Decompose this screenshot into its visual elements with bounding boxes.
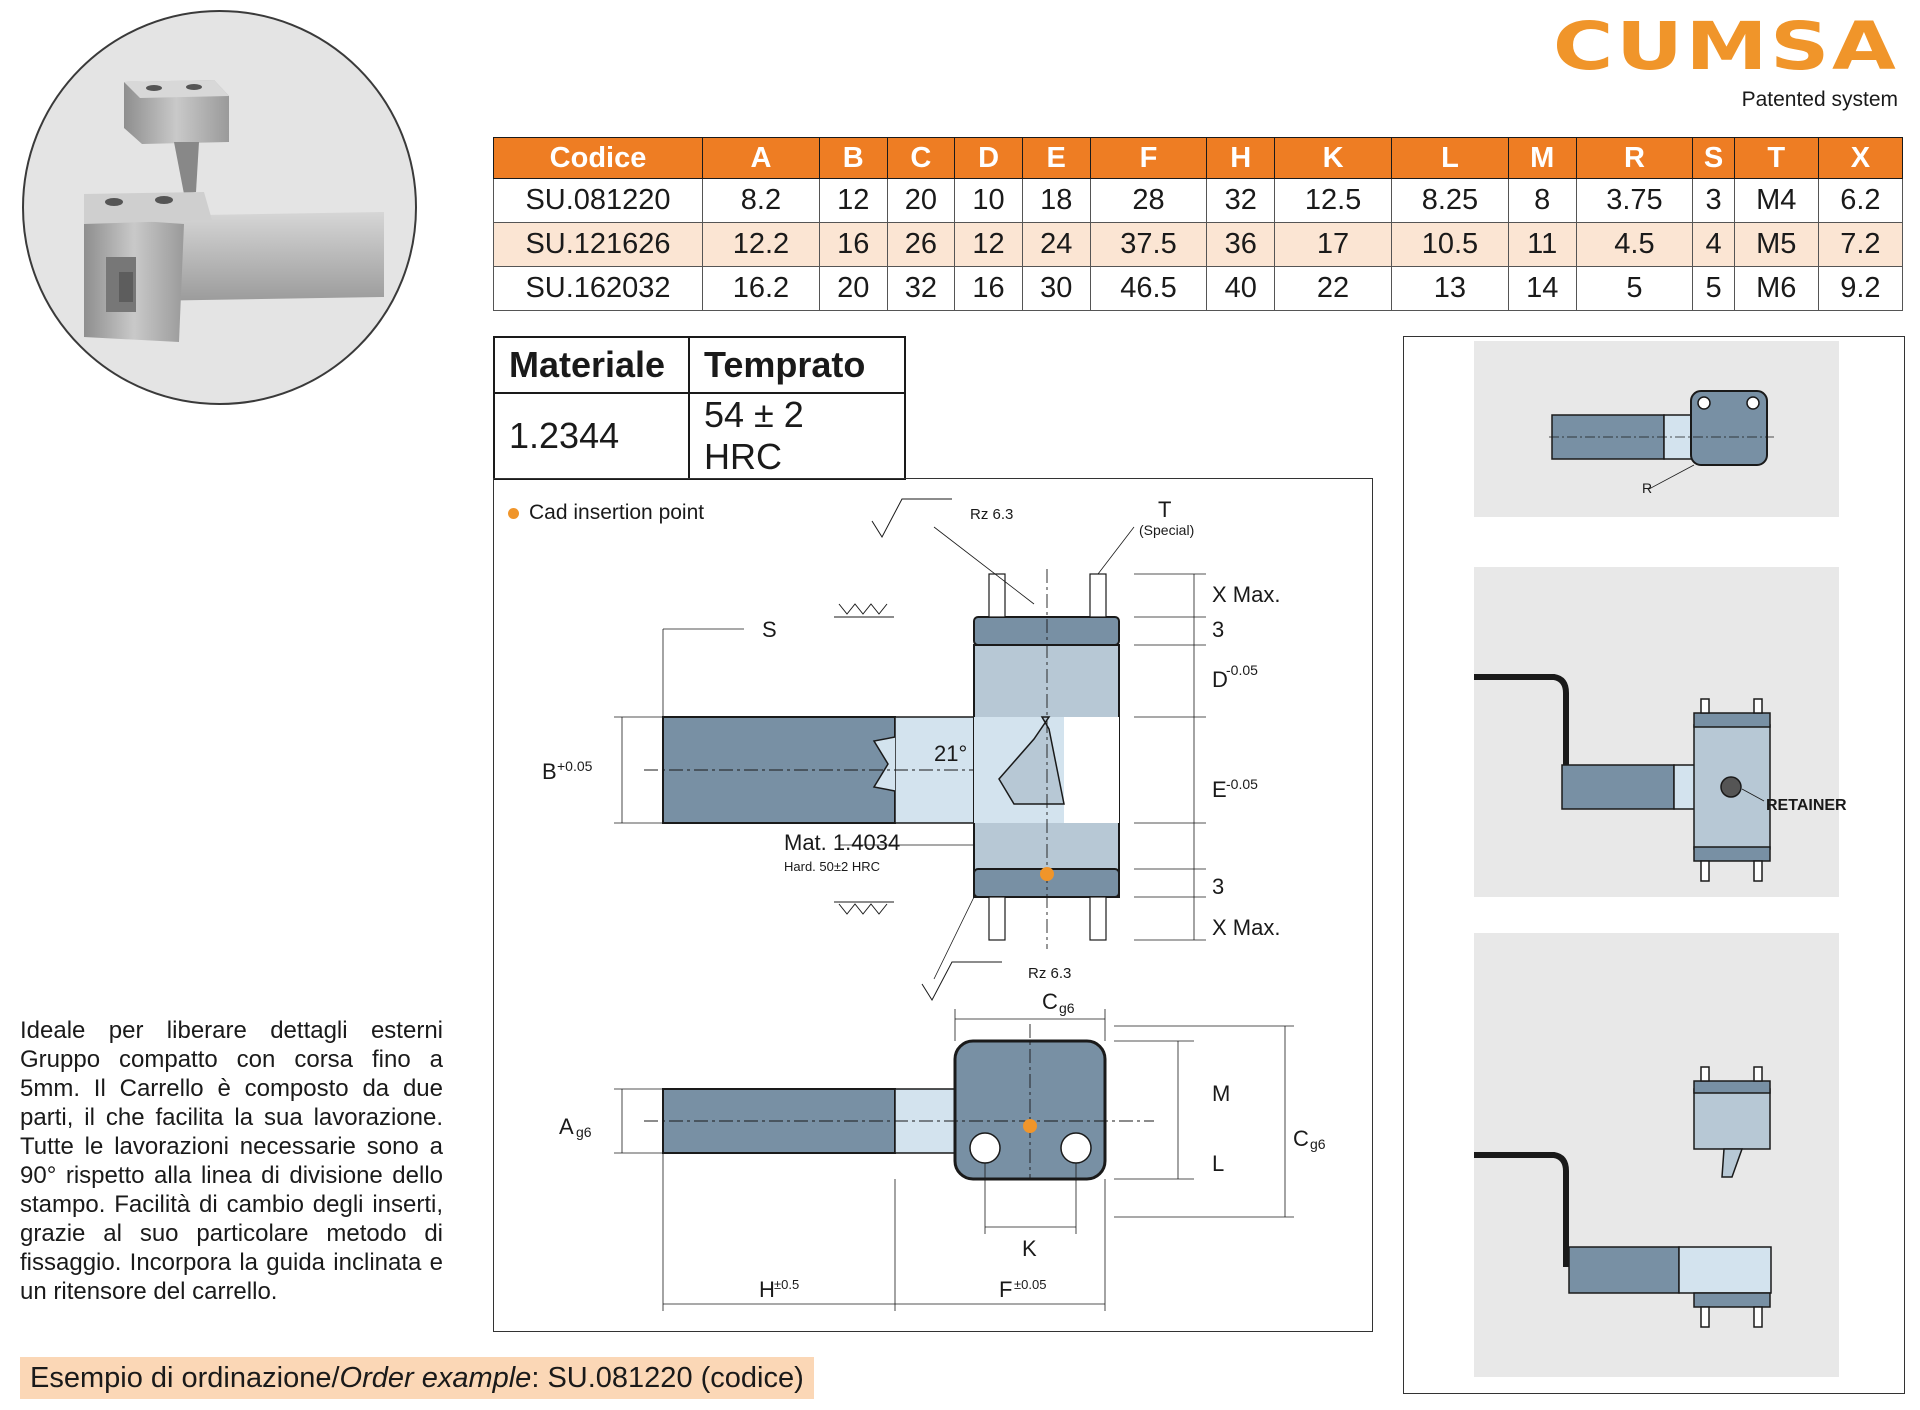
- table-cell: 5: [1576, 267, 1693, 311]
- logo-text: CUMSA: [1552, 8, 1898, 85]
- table-cell: 13: [1391, 267, 1508, 311]
- three-bottom-label: 3: [1212, 874, 1225, 899]
- column-header: B: [819, 138, 887, 179]
- table-cell: 4.5: [1576, 223, 1693, 267]
- table-cell: 8: [1508, 179, 1576, 223]
- table-cell: 3: [1693, 179, 1734, 223]
- table-cell: 32: [887, 267, 955, 311]
- table-cell: 40: [1207, 267, 1275, 311]
- column-header: L: [1391, 138, 1508, 179]
- table-cell: 37.5: [1090, 223, 1207, 267]
- product-photo: [22, 10, 417, 405]
- table-cell: 46.5: [1090, 267, 1207, 311]
- table-cell: M6: [1734, 267, 1818, 311]
- order-separator: :: [531, 1362, 548, 1394]
- table-cell: SU.081220: [494, 179, 703, 223]
- column-header: R: [1576, 138, 1693, 179]
- order-label: Esempio di ordinazione/: [30, 1362, 340, 1394]
- column-header: S: [1693, 138, 1734, 179]
- table-cell: 16: [819, 223, 887, 267]
- s-label: S: [762, 617, 777, 642]
- x-max-top-label: X Max.: [1212, 582, 1281, 607]
- table-cell: 28: [1090, 179, 1207, 223]
- table-cell: 26: [887, 223, 955, 267]
- product-description: Ideale per liberare dettagli esterni Gruppo compatto con corsa fino a 5mm. Il Carrello è composto da due parti, il che facilita la sua lavorazione. Tutte le lavorazioni necessarie sono a 90° rispetto alla linea di divisione dello stampo. Facilità di cambio degli inserti, grazie al suo particolare metodo di fissaggio. Incorpora la guida inclinata e un ritensore del carrello.: [20, 1017, 443, 1305]
- rz-bottom-label: Rz 6.3: [1028, 965, 1072, 982]
- table-cell: 10.5: [1391, 223, 1508, 267]
- table-cell: 6.2: [1818, 179, 1902, 223]
- cad-label: Cad insertion point: [529, 501, 705, 524]
- table-cell: 3.75: [1576, 179, 1693, 223]
- table-cell: 16: [955, 267, 1023, 311]
- rz-top-label: Rz 6.3: [970, 506, 1014, 523]
- table-cell: 18: [1022, 179, 1090, 223]
- cad-insertion-point: [1023, 1119, 1037, 1133]
- table-row: [494, 267, 1903, 311]
- table-header-row: [494, 138, 1903, 179]
- table-row: [494, 223, 1903, 267]
- material-value: 1.2344: [494, 393, 689, 479]
- column-header: T: [1734, 138, 1818, 179]
- h-tol-label: ±0.5: [774, 1277, 800, 1292]
- three-top-label: 3: [1212, 617, 1225, 642]
- column-header: X: [1818, 138, 1902, 179]
- cad-insertion-point: [1040, 867, 1054, 881]
- t-label: T: [1158, 497, 1172, 522]
- slide-unit-illustration: [24, 12, 417, 405]
- table-cell: 22: [1275, 267, 1392, 311]
- column-header: A: [703, 138, 820, 179]
- tagline: Patented system: [1741, 88, 1898, 111]
- l-label: L: [1212, 1151, 1225, 1176]
- assembly-views: [1404, 337, 1904, 1393]
- technical-drawing: [493, 478, 1373, 1332]
- table-cell: 7.2: [1818, 223, 1902, 267]
- t-special-label: (Special): [1139, 522, 1195, 538]
- c-right-label: C: [1293, 1126, 1309, 1151]
- table-cell: M5: [1734, 223, 1818, 267]
- f-tol-label: ±0.05: [1014, 1277, 1047, 1292]
- angle-label: 21°: [934, 741, 968, 766]
- column-header: F: [1090, 138, 1207, 179]
- hardness-insert-label: Hard. 50±2 HRC: [784, 859, 881, 874]
- assembly-views-panel: [1403, 336, 1905, 1394]
- table-cell: 12.5: [1275, 179, 1392, 223]
- f-label: F: [999, 1277, 1013, 1302]
- column-header: C: [887, 138, 955, 179]
- e-tol-label: -0.05: [1226, 776, 1258, 792]
- table-cell: 4: [1693, 223, 1734, 267]
- hardness-header: Temprato: [689, 337, 905, 393]
- c-top-label: C: [1042, 989, 1058, 1014]
- table-cell: 16.2: [703, 267, 820, 311]
- table-header-row: [494, 337, 905, 393]
- table-cell: 10: [955, 179, 1023, 223]
- table-cell: 20: [887, 179, 955, 223]
- k-label: K: [1022, 1236, 1037, 1261]
- table-cell: 8.2: [703, 179, 820, 223]
- e-label: E: [1212, 777, 1227, 802]
- hardness-value: 54 ± 2 HRC: [689, 393, 905, 479]
- table-cell: 14: [1508, 267, 1576, 311]
- table-cell: 36: [1207, 223, 1275, 267]
- table-cell: 24: [1022, 223, 1090, 267]
- table-cell: 11: [1508, 223, 1576, 267]
- table-cell: 9.2: [1818, 267, 1902, 311]
- table-cell: 12: [955, 223, 1023, 267]
- table-cell: SU.121626: [494, 223, 703, 267]
- column-header: K: [1275, 138, 1392, 179]
- table-cell: 32: [1207, 179, 1275, 223]
- material-header: Materiale: [494, 337, 689, 393]
- order-label-en: Order example: [339, 1362, 532, 1394]
- drawing-canvas: [494, 479, 1372, 1331]
- table-cell: SU.162032: [494, 267, 703, 311]
- material-table: [493, 336, 906, 480]
- h-label: H: [759, 1277, 775, 1302]
- table-cell: 5: [1693, 267, 1734, 311]
- brand-logo: [1552, 8, 1898, 112]
- c-top-tol-label: g6: [1059, 1000, 1075, 1016]
- a-label: A: [559, 1114, 574, 1139]
- table-cell: 12.2: [703, 223, 820, 267]
- column-header: H: [1207, 138, 1275, 179]
- m-label: M: [1212, 1081, 1231, 1106]
- table-cell: 17: [1275, 223, 1392, 267]
- table-cell: 12: [819, 179, 887, 223]
- a-tol-label: g6: [576, 1124, 592, 1140]
- b-label: B: [542, 759, 557, 784]
- x-max-bottom-label: X Max.: [1212, 915, 1281, 940]
- table-row: [494, 179, 1903, 223]
- retainer-label: RETAINER: [1766, 797, 1847, 814]
- column-header: M: [1508, 138, 1576, 179]
- b-tol-label: +0.05: [557, 758, 593, 774]
- material-insert-label: Mat. 1.4034: [784, 830, 901, 855]
- dimension-table: [493, 137, 1903, 311]
- order-value: SU.081220 (codice): [547, 1362, 804, 1394]
- r-label: R: [1642, 480, 1653, 496]
- table-cell: 30: [1022, 267, 1090, 311]
- c-right-tol-label: g6: [1310, 1136, 1326, 1152]
- column-header: Codice: [494, 138, 703, 179]
- table-cell: M4: [1734, 179, 1818, 223]
- table-row: [494, 393, 905, 479]
- table-cell: 8.25: [1391, 179, 1508, 223]
- d-label: D: [1212, 667, 1228, 692]
- column-header: E: [1022, 138, 1090, 179]
- column-header: D: [955, 138, 1023, 179]
- d-tol-label: -0.05: [1226, 662, 1258, 678]
- table-cell: 20: [819, 267, 887, 311]
- order-example: [20, 1357, 814, 1399]
